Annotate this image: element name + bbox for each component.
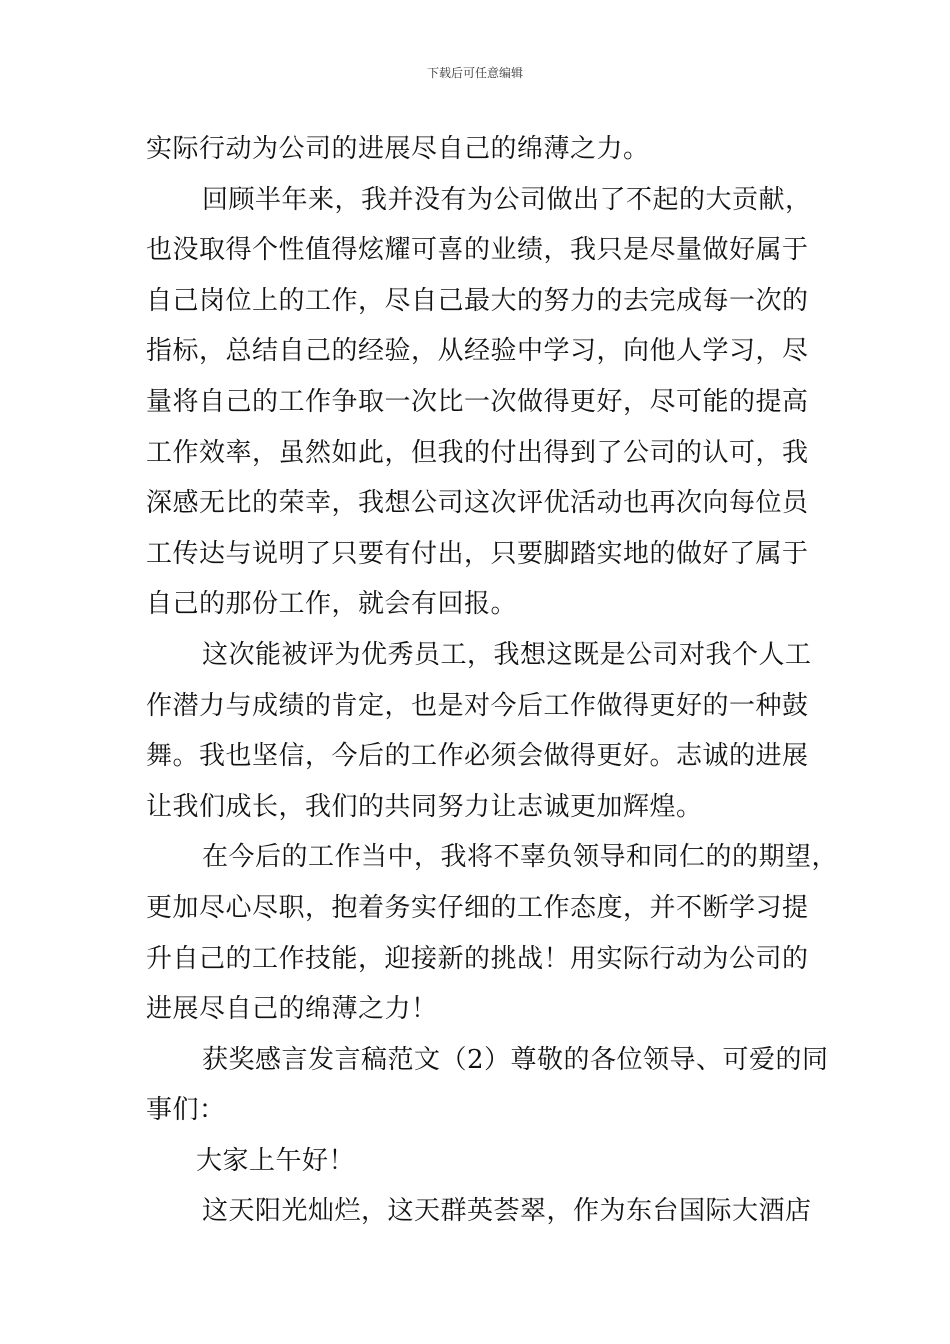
text-line: 这天阳光灿烂，这天群英荟翠，作为东台国际大酒店 bbox=[202, 1196, 812, 1227]
text-line: 自己的那份工作，就会有回报。 bbox=[146, 589, 518, 620]
text-line: 让我们成长，我们的共同努力让志诚更加辉煌。 bbox=[146, 791, 703, 822]
text-line: 进展尽自己的绵薄之力！ bbox=[146, 994, 438, 1025]
text-line: 自己岗位上的工作，尽自己最大的努力的去完成每一次的 bbox=[146, 285, 809, 316]
text-line: 工传达与说明了只要有付出，只要脚踏实地的做好了属于 bbox=[146, 538, 809, 569]
text-line: 工作效率，虽然如此，但我的付出得到了公司的认可，我 bbox=[146, 437, 809, 468]
text-line: 也没取得个性值得炫耀可喜的业绩，我只是尽量做好属于 bbox=[146, 235, 809, 266]
text-line: 指标，总结自己的经验，从经验中学习，向他人学习，尽 bbox=[146, 336, 809, 367]
text-line: 大家上午好！ bbox=[196, 1145, 356, 1176]
text-line: 作潜力与成绩的肯定，也是对今后工作做得更好的一种鼓 bbox=[146, 690, 809, 721]
page-header-note: 下载后可任意编辑 bbox=[426, 66, 523, 80]
text-line: 更加尽心尽职，抱着务实仔细的工作态度，并不断学习提 bbox=[146, 892, 809, 923]
text-line: 这次能被评为优秀员工，我想这既是公司对我个人工 bbox=[202, 639, 812, 670]
text-line: 舞。我也坚信，今后的工作必须会做得更好。志诚的进展 bbox=[146, 741, 809, 772]
text-line: 在今后的工作当中，我将不辜负领导和同仁的的期望， bbox=[202, 842, 839, 873]
text-line: 事们： bbox=[146, 1095, 226, 1126]
text-line: 升自己的工作技能，迎接新的挑战！用实际行动为公司的 bbox=[146, 943, 809, 974]
text-line: 实际行动为公司的进展尽自己的绵薄之力。 bbox=[146, 134, 650, 164]
text-line: 量将自己的工作争取一次比一次做得更好，尽可能的提高 bbox=[146, 386, 809, 417]
text-line: 回顾半年来，我并没有为公司做出了不起的大贡献， bbox=[202, 184, 812, 215]
document-body bbox=[146, 124, 839, 1237]
text-line: 深感无比的荣幸，我想公司这次评优活动也再次向每位员 bbox=[146, 488, 809, 519]
text-line: 获奖感言发言稿范文（2）尊敬的各位领导、可爱的同 bbox=[202, 1044, 829, 1075]
